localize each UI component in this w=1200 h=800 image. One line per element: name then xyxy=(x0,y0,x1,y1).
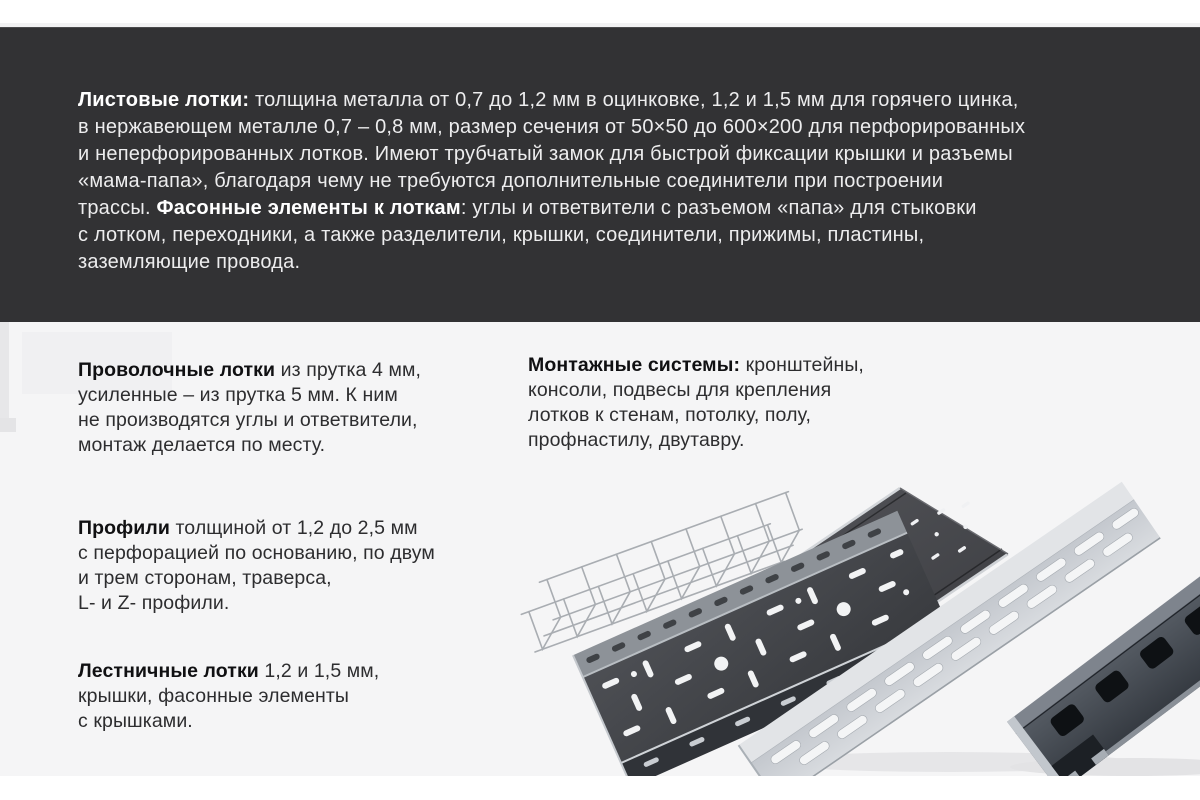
text-line: «мама-папа», благодаря чему не требуются дополнительные соединители при построении xyxy=(78,170,944,192)
text-line: усиленные – из прутка 5 мм. К ним xyxy=(78,384,398,406)
catalog-section xyxy=(0,322,1200,776)
sheet-trays-description xyxy=(78,87,1148,276)
bottom-white-strip xyxy=(0,776,1200,800)
ladder-trays-description xyxy=(78,659,508,734)
text-line: Лестничные лотки 1,2 и 1,5 мм, xyxy=(78,660,380,682)
wire-trays-description xyxy=(78,358,508,458)
text-line: в нержавеющем металле 0,7 – 0,8 мм, размер сечения от 50×50 до 600×200 для перфорированных xyxy=(78,116,1026,138)
top-white-strip xyxy=(0,0,1200,23)
text-line: трассы. Фасонные элементы к лоткам: углы и ответвители с разъемом «папа» для стыковки xyxy=(78,197,977,219)
text-line: Монтажные системы: кронштейны, xyxy=(528,354,864,376)
text-line: с перфорацией по основанию, по двум xyxy=(78,542,435,564)
text-line: Листовые лотки: толщина металла от 0,7 до 1,2 мм в оцинковке, 1,2 и 1,5 мм для горячего цинка, xyxy=(78,89,1019,111)
text-line: и трем сторонам, траверса, xyxy=(78,567,332,589)
text-line: с лотком, переходники, а также разделители, крышки, соединители, прижимы, пластины, xyxy=(78,224,925,246)
text-line: Проволочные лотки из прутка 4 мм, xyxy=(78,359,421,381)
profiles-description xyxy=(78,516,518,616)
ghost-shape xyxy=(0,418,16,432)
mounting-systems-description xyxy=(528,353,958,453)
text-line: крышки, фасонные элементы xyxy=(78,685,350,707)
text-line: и неперфорированных лотков. Имеют трубчатый замок для быстрой фиксации крышки и разъемы xyxy=(78,143,1013,165)
product-collage-image xyxy=(520,462,1200,776)
text-line: профнастилу, двутавру. xyxy=(528,429,745,451)
text-line: монтаж делается по месту. xyxy=(78,434,326,456)
text-line: консоли, подвесы для крепления xyxy=(528,379,832,401)
ghost-shape xyxy=(0,322,9,430)
intro-banner xyxy=(0,27,1200,322)
text-line: не производятся углы и ответвители, xyxy=(78,409,418,431)
text-line: лотков к стенам, потолку, полу, xyxy=(528,404,811,426)
text-line: L- и Z- профили. xyxy=(78,592,230,614)
text-line: с крышками. xyxy=(78,710,193,732)
text-line: заземляющие провода. xyxy=(78,251,301,273)
text-line: Профили толщиной от 1,2 до 2,5 мм xyxy=(78,517,418,539)
